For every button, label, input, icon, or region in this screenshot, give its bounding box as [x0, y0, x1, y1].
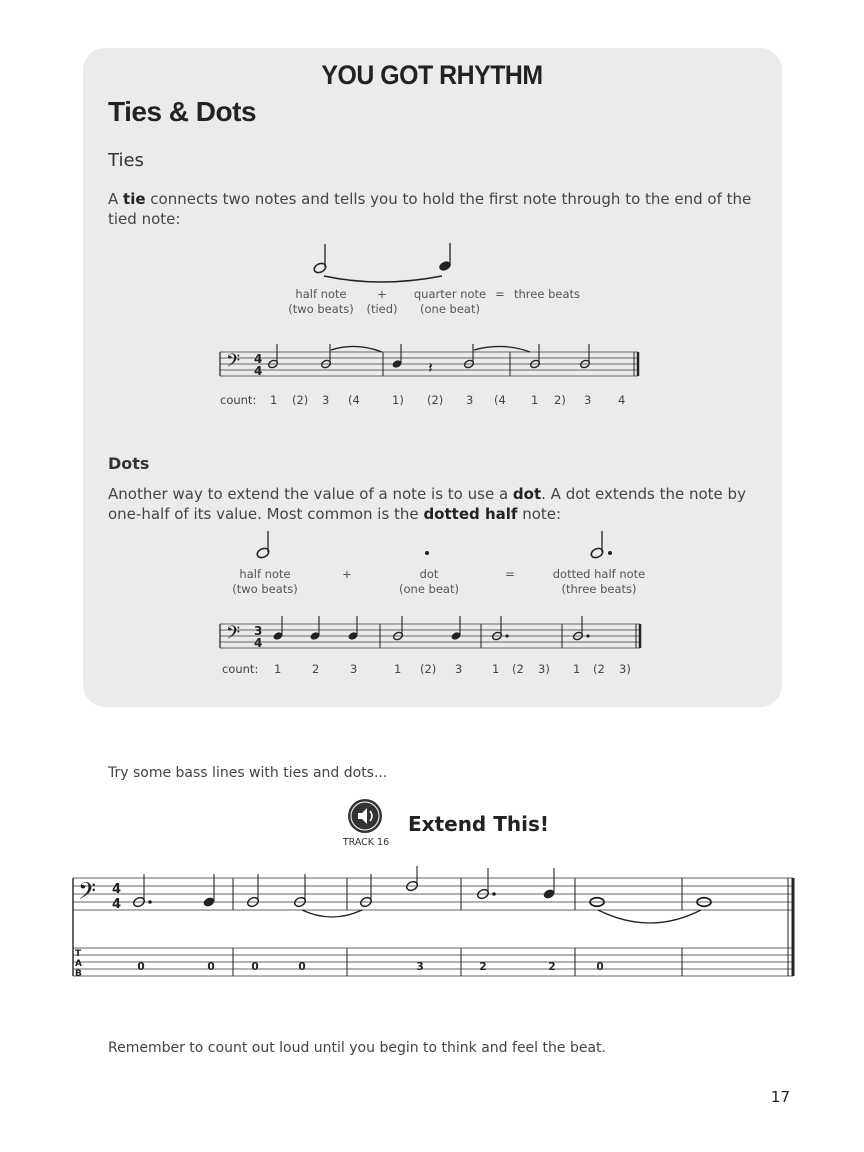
svg-text:0: 0 — [251, 961, 259, 973]
tie-legend-plus: + (tied) — [366, 287, 398, 316]
dots-heading: Dots — [108, 454, 150, 473]
svg-text:4: 4 — [254, 636, 263, 650]
svg-text:2: 2 — [479, 961, 487, 973]
bass-clef-icon: 𝄢 — [226, 351, 241, 376]
quarter-rest-icon: 𝄽 — [428, 358, 433, 377]
remember-text: Remember to count out loud until you begin to think and feel the beat. — [108, 1040, 606, 1056]
dot-legend-plus: + — [342, 567, 352, 581]
svg-text:0: 0 — [596, 961, 604, 973]
exercise-title: Extend This! — [408, 812, 549, 836]
section-title: YOU GOT RHYTHM — [321, 60, 543, 90]
ties-count: 2) — [554, 393, 566, 407]
ties-heading: Ties — [108, 150, 144, 171]
topic-title: Ties & Dots — [108, 96, 257, 127]
dots-count: 3) — [538, 662, 550, 676]
svg-text:T: T — [75, 949, 82, 959]
ties-count: (4 — [348, 393, 360, 407]
svg-text:0: 0 — [207, 961, 215, 973]
svg-text:2: 2 — [548, 961, 556, 973]
svg-text:4: 4 — [112, 897, 122, 912]
exercise-staff-tab — [70, 866, 798, 982]
dots-count: 1 — [573, 662, 581, 676]
tie-legend-half: half note (two beats) — [288, 287, 354, 316]
dot-note-illustration — [252, 528, 622, 564]
dots-paragraph: Another way to extend the value of a note is to use a dot. A dot extends the note by one-half of its value. Most common is the dotted half note: — [108, 485, 746, 523]
track-label: TRACK 16 — [342, 837, 390, 848]
dots-count: 3 — [455, 662, 463, 676]
ties-staff — [218, 340, 644, 386]
svg-text:3: 3 — [254, 624, 263, 638]
tie-legend-result: three beats — [513, 287, 580, 301]
svg-text:B: B — [75, 969, 82, 979]
exercise-intro: Try some bass lines with ties and dots... — [108, 765, 388, 781]
ties-count: (2) — [427, 393, 444, 407]
dots-count: 1 — [394, 662, 402, 676]
dots-staff — [218, 614, 644, 658]
svg-text:0: 0 — [137, 961, 145, 973]
ties-count: 1 — [270, 393, 278, 407]
svg-text:3: 3 — [416, 961, 424, 973]
page-number: 17 — [770, 1088, 790, 1106]
bass-clef-icon: 𝄢 — [78, 877, 97, 910]
dot-legend-equals: = — [505, 567, 515, 581]
ties-paragraph: A tie connects two notes and tells you to hold the first note through to the end of the tied note: — [108, 190, 752, 228]
ties-count: 3 — [322, 393, 330, 407]
ties-count: 3 — [466, 393, 474, 407]
ties-count: (4 — [494, 393, 506, 407]
ties-count: (2) — [292, 393, 309, 407]
dot-legend-dot: dot (one beat) — [399, 567, 459, 596]
ties-count: 4 — [618, 393, 626, 407]
dots-count: 1 — [492, 662, 500, 676]
dot-legend-half: half note (two beats) — [232, 567, 298, 596]
dots-count: (2) — [420, 662, 437, 676]
speaker-icon[interactable] — [348, 799, 382, 833]
dots-count: 3) — [619, 662, 631, 676]
bass-clef-icon: 𝄢 — [226, 623, 241, 648]
svg-text:4: 4 — [254, 364, 263, 378]
dots-count-label: count: — [222, 662, 259, 676]
svg-text:4: 4 — [254, 352, 263, 366]
dot-legend-dotted: dotted half note (three beats) — [552, 567, 646, 596]
dots-count: 1 — [274, 662, 282, 676]
dots-count: 3 — [350, 662, 358, 676]
ties-count: 3 — [584, 393, 592, 407]
ties-count: 1) — [392, 393, 404, 407]
svg-text:0: 0 — [298, 961, 306, 973]
svg-text:4: 4 — [112, 882, 122, 897]
tie-legend-quarter: quarter note (one beat) — [413, 287, 487, 316]
dots-count: 2 — [312, 662, 320, 676]
ties-count: 1 — [531, 393, 539, 407]
dots-count: (2 — [593, 662, 605, 676]
svg-text:A: A — [75, 959, 82, 969]
ties-count-label: count: — [220, 393, 257, 407]
dots-count: (2 — [512, 662, 524, 676]
tie-note-illustration — [300, 240, 460, 285]
tie-legend-equals: = — [495, 287, 505, 301]
